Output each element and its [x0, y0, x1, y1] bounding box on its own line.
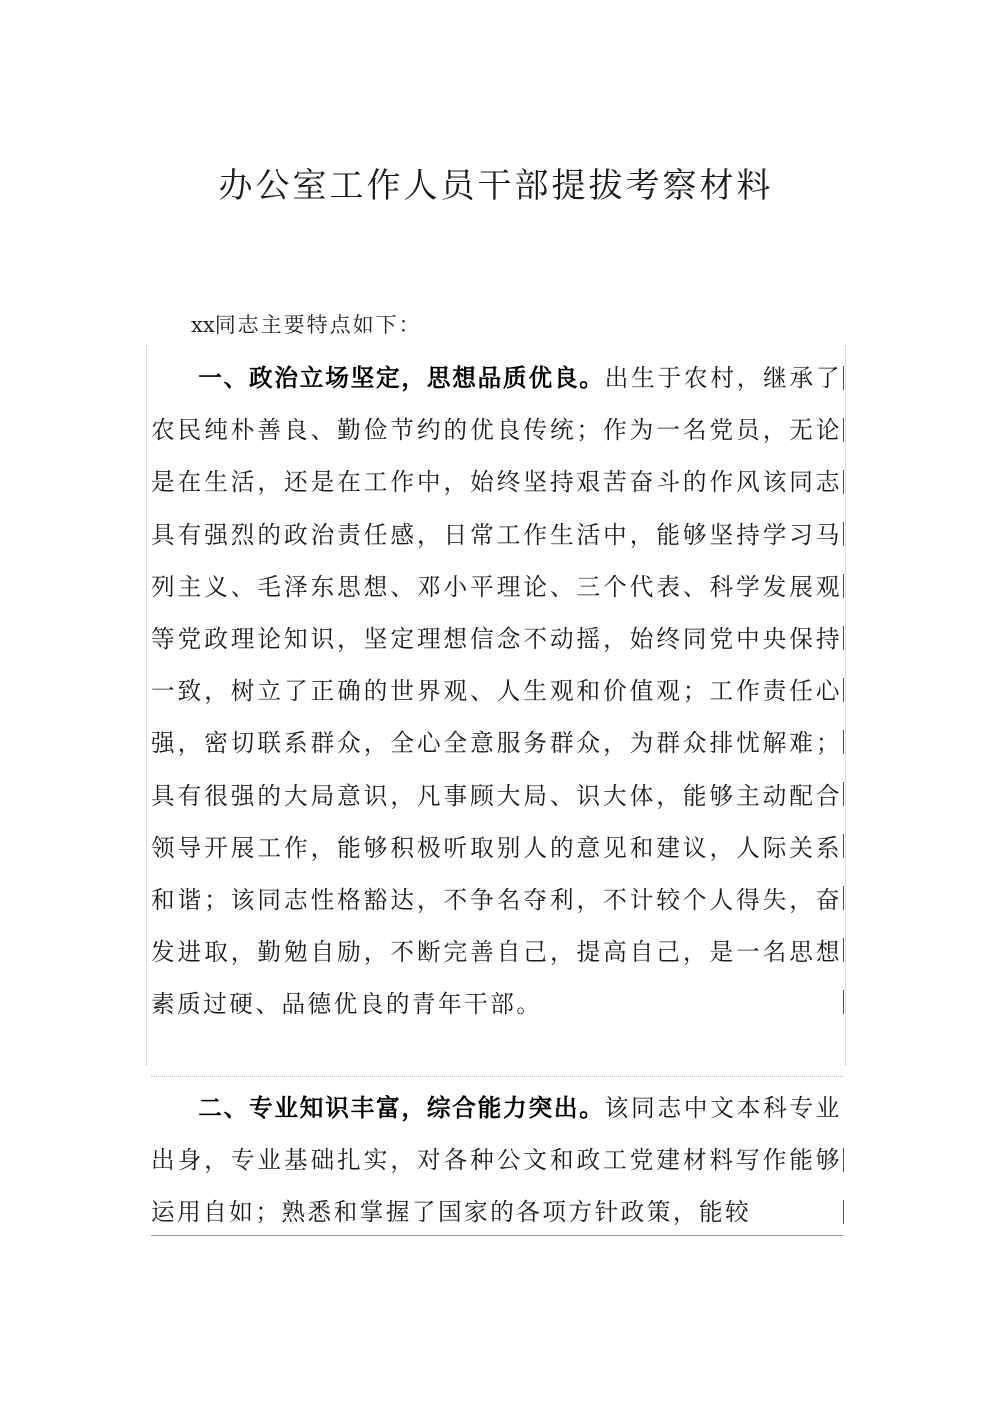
margin-mark: [843, 470, 844, 494]
margin-mark: [843, 522, 844, 546]
document-title: 办公室工作人员干部提拔考察材料: [218, 166, 774, 206]
section-heading: 二、专业知识丰富，综合能力突出。: [198, 1094, 605, 1122]
margin-mark: [843, 886, 844, 910]
margin-mark: [843, 938, 844, 962]
section-body: 出生于农村，继承了农民纯朴善良、勤俭节约的优良传统；作为一名党员，无论是在生活，还是在工作中，始终坚持艰苦奋斗的作风该同志具有强烈的政治责任感，日常工作生活中，能够坚持学习马列主义、毛泽东思想、邓小平理论、三个代表、科学发展观等党政理论知识，坚定理想信念不动摇，始终同党中央保持一致，树立了正确的世界观、人生观和价值观；工作责任心强，密切联系群众，全心全意服务群众，为群众排忧解难；具有很强的大局意识，凡事顾大局、识大体，能够主动配合领导开展工作，能够积极听取别人的意见和建议，人际关系和谐；该同志性格豁达，不争名夺利，不计较个人得失，奋发进取，勤勉自励，不断完善自己，提高自己，是一名思想素质过硬、品德优良的青年干部。: [151, 364, 843, 1019]
margin-mark: [843, 574, 844, 598]
section-paragraph: [151, 1082, 842, 1239]
intro-text: 同志主要特点如下：: [214, 313, 422, 337]
section-divider: [151, 1076, 843, 1077]
margin-mark: [843, 418, 844, 442]
margin-mark: [843, 366, 844, 390]
margin-mark: [843, 1148, 844, 1172]
margin-mark: [843, 730, 844, 754]
margin-mark: [843, 782, 844, 806]
section-body: 该同志中文本科专业出身，专业基础扎实，对各种公文和政工党建材料写作能够运用自如；熟悉和掌握了国家的各项方针政策，能较: [151, 1094, 843, 1227]
intro-prefix: xx: [191, 313, 215, 337]
margin-mark: [843, 990, 844, 1014]
section-heading: 一、政治立场坚定，思想品质优良。: [198, 364, 605, 392]
margin-mark: [843, 626, 844, 650]
margin-mark: [843, 834, 844, 858]
margin-guide-right: [845, 345, 846, 1065]
intro-line: [191, 307, 422, 343]
section-paragraph: [151, 352, 842, 1031]
page-bottom-rule: [151, 1235, 843, 1236]
margin-mark: [843, 678, 844, 702]
margin-guide-left: [146, 345, 147, 1065]
margin-mark: [843, 1200, 844, 1224]
